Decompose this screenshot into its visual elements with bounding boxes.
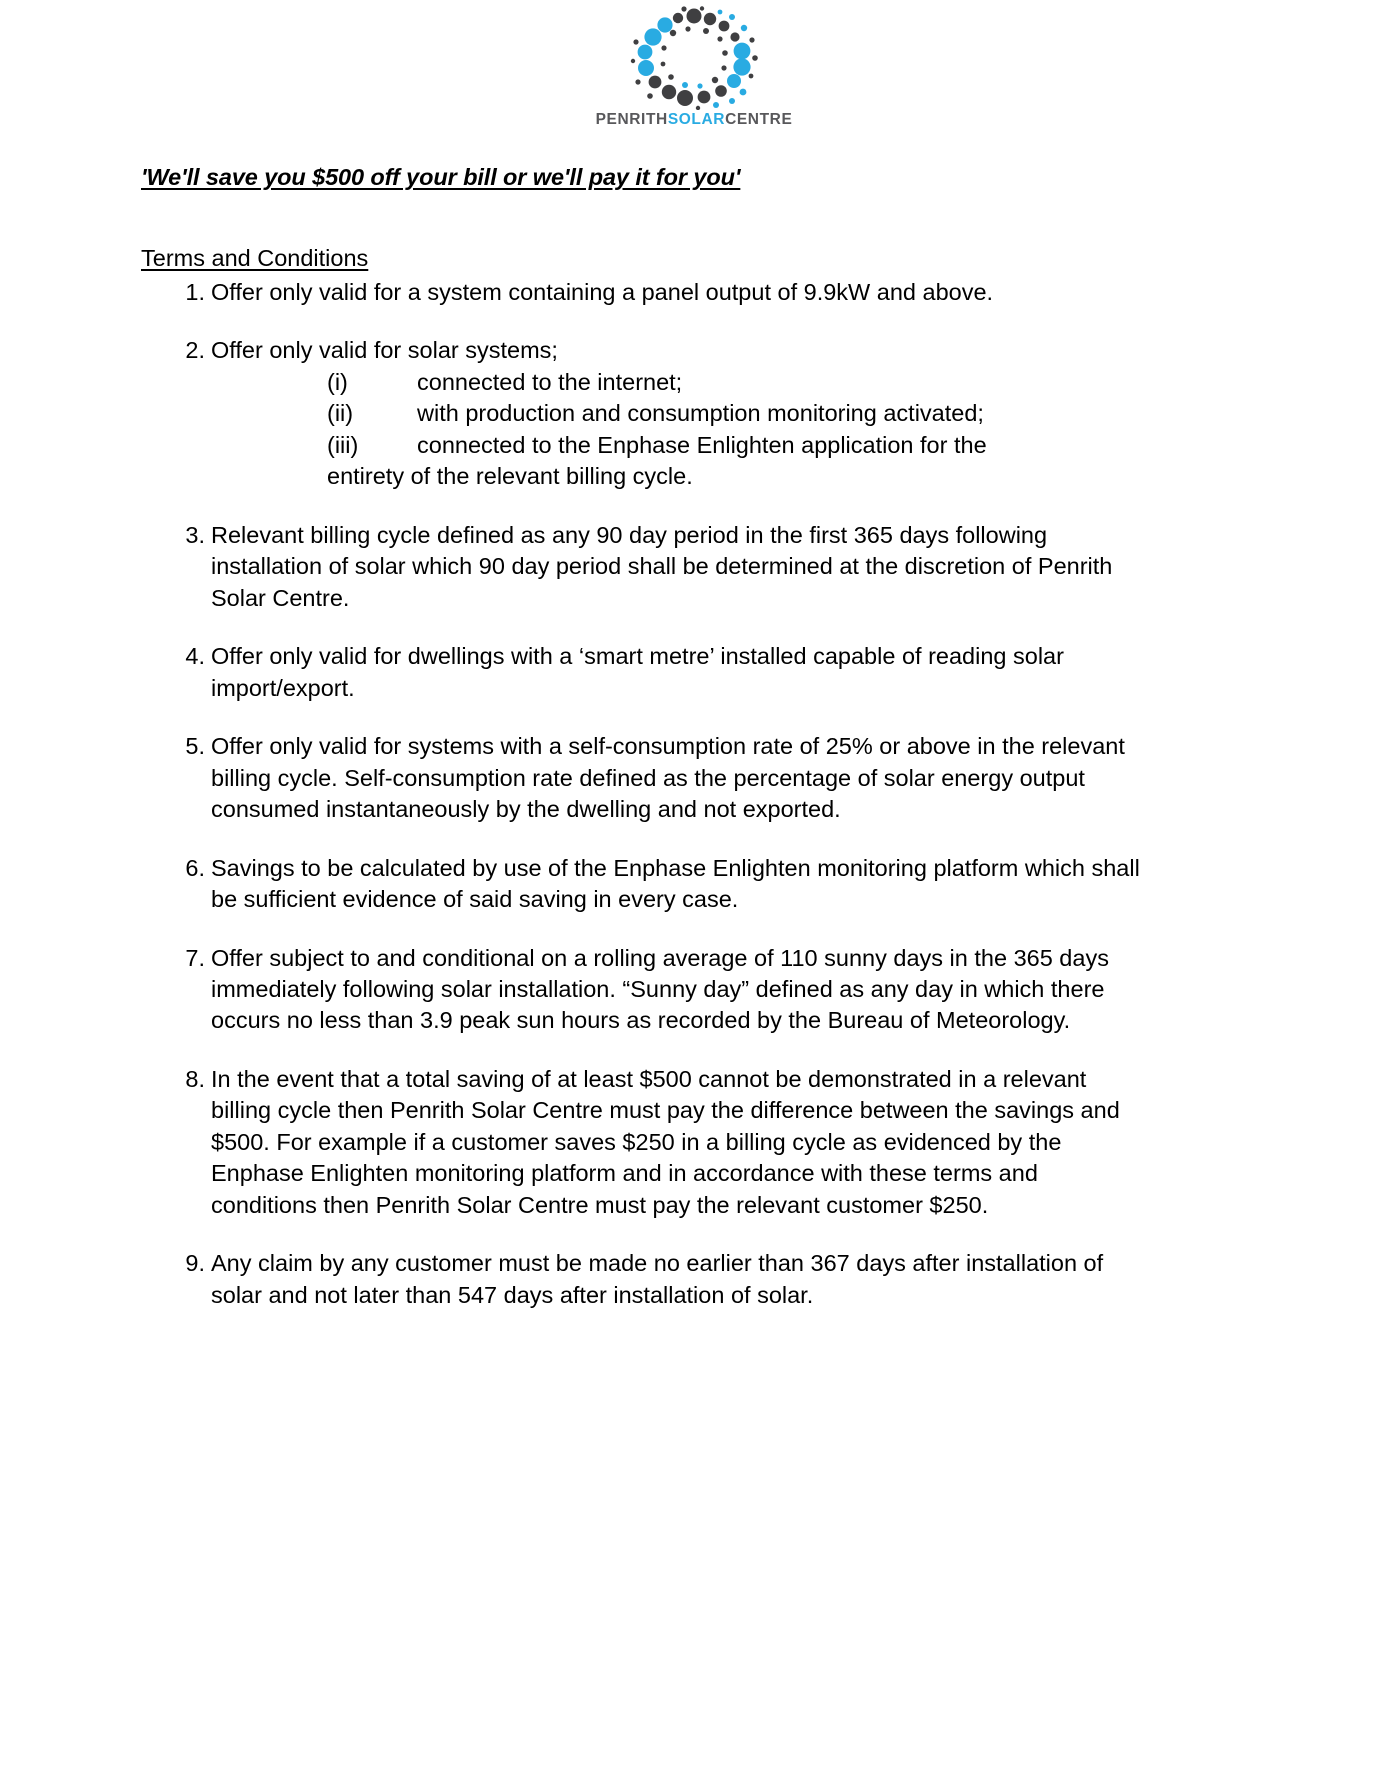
list-item-text: Offer only valid for solar systems;	[211, 337, 558, 364]
roman-marker: (iii)	[327, 431, 359, 458]
list-item	[141, 1064, 1141, 1221]
roman-marker: (ii)	[327, 400, 354, 427]
list-item-number: 5.	[185, 733, 205, 760]
list-item-text: Any claim by any customer must be made no earlier than 367 days after installation of solar and not later than 547 days after installation of solar.	[211, 1250, 1104, 1308]
list-item-text: Offer only valid for systems with a self-consumption rate of 25% or above in the relevant billing cycle. Self-consumption rate defined as the percentage of solar energy output consumed instantaneously by the dwelling and not exported.	[211, 733, 1125, 823]
roman-list-item	[211, 398, 1141, 429]
roman-text: with production and consumption monitoring activated;	[417, 400, 984, 427]
list-item-body	[211, 335, 1141, 492]
solar-ring-icon	[628, 6, 760, 110]
terms-list	[141, 277, 1141, 1312]
list-item	[141, 853, 1141, 916]
logo-wordmark-penrith: PENRITH	[595, 111, 668, 128]
list-item-text: Offer only valid for a system containing a panel output of 9.9kW and above.	[211, 278, 994, 305]
list-item-number: 7.	[185, 944, 205, 971]
roman-sublist	[211, 367, 1141, 461]
logo-wordmark	[596, 112, 793, 128]
list-item-text: Savings to be calculated by use of the Enphase Enlighten monitoring platform which shall be sufficient evidence of said saving in every case.	[211, 854, 1140, 913]
roman-marker: (i)	[327, 368, 348, 395]
roman-list-item	[211, 367, 1141, 398]
list-item	[141, 641, 1141, 704]
document-body	[141, 163, 1141, 1311]
roman-continuation-text: entirety of the relevant billing cycle.	[327, 463, 693, 490]
roman-text: connected to the Enphase Enlighten application for the	[417, 431, 987, 458]
list-item-number: 8.	[185, 1065, 205, 1092]
section-heading-terms: Terms and Conditions	[141, 245, 369, 272]
list-item-number: 1.	[185, 278, 205, 305]
list-item	[141, 277, 1141, 308]
list-item	[141, 731, 1141, 825]
page-title: 'We'll save you $500 off your bill or we'll pay it for you'	[141, 164, 741, 190]
list-item	[141, 520, 1141, 614]
roman-list-item	[211, 430, 1141, 461]
list-item-text: Offer only valid for dwellings with a ‘smart metre’ installed capable of reading solar import/export.	[211, 643, 1064, 701]
list-item-number: 2.	[185, 337, 205, 364]
list-item	[141, 1248, 1141, 1311]
logo-wordmark-centre: CENTRE	[725, 111, 793, 128]
list-item-text: In the event that a total saving of at least $500 cannot be demonstrated in a relevant billing cycle then Penrith Solar Centre must pay the difference between the savings and $500. For example if a customer saves $250 in a billing cycle as evidenced by the Enphase Enlighten monitoring platform and in accordance with these terms and conditions then Penrith Solar Centre must pay the relevant customer $250.	[211, 1065, 1120, 1218]
list-item-text: Relevant billing cycle defined as any 90 day period in the first 365 days following installation of solar which 90 day period shall be determined at the discretion of Penrith Solar Centre.	[211, 521, 1113, 611]
company-logo	[0, 6, 1388, 128]
list-item-number: 4.	[185, 643, 205, 670]
list-item-number: 6.	[185, 854, 205, 881]
list-item	[141, 335, 1141, 492]
list-item-number: 9.	[185, 1250, 205, 1277]
list-item-text: Offer subject to and conditional on a rolling average of 110 sunny days in the 365 days immediately following solar installation. “Sunny day” defined as any day in which there occurs no less than 3.9 peak sun hours as recorded by the Bureau of Meteorology.	[211, 944, 1109, 1034]
logo-wordmark-solar: SOLAR	[667, 111, 726, 128]
roman-text: connected to the internet;	[417, 368, 683, 395]
list-item-number: 3.	[185, 521, 205, 548]
list-item	[141, 943, 1141, 1037]
